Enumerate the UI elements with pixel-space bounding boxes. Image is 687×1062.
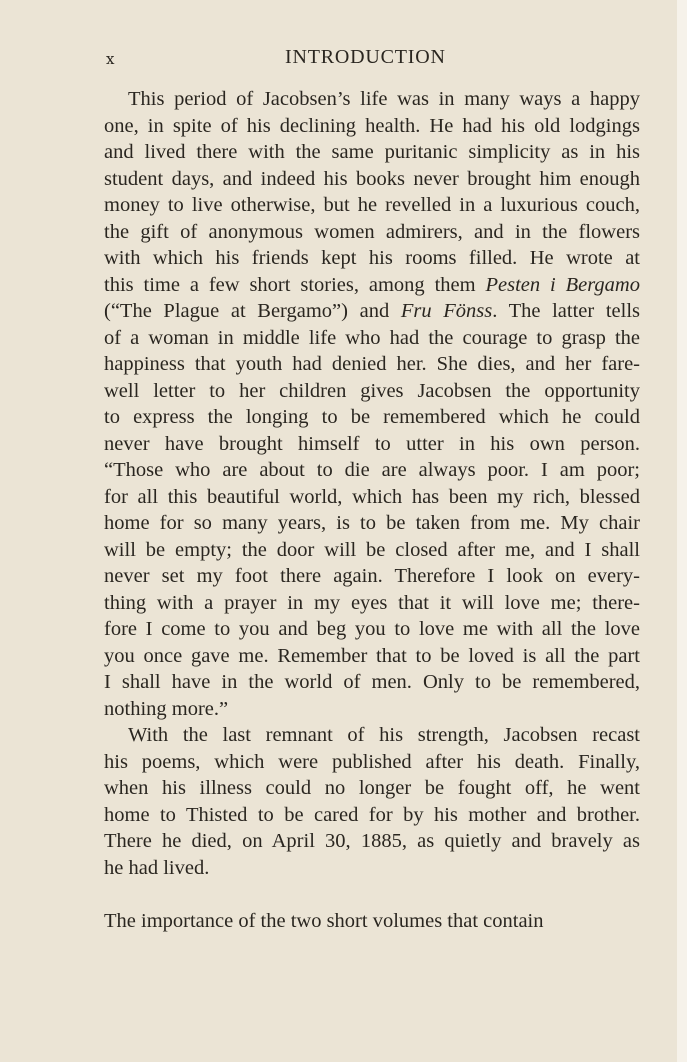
text-run: the gift of anonymous women admirers, and in the flowers: [104, 220, 640, 243]
text-line: [104, 802, 640, 829]
text-run: There he died, on April 30, 1885, as quietly and bravely as: [104, 830, 640, 852]
text-run: (“The Plague at Bergamo”) and: [104, 300, 401, 322]
text-run: home for so many years, is to be taken from me. My chair: [104, 512, 640, 534]
italic-title: Fru Fönss: [400, 300, 493, 322]
text-run: fore I come to you and beg you to love me with all the love: [104, 618, 640, 640]
running-head: [0, 46, 687, 72]
text-line: [104, 351, 640, 378]
text-run: his poems, which were published after his death. Finally,: [104, 750, 640, 773]
text-run: happiness that youth had denied her. She dies, and her fare-: [104, 353, 640, 375]
text-line: [104, 272, 640, 299]
text-line: [104, 431, 640, 458]
text-run: for all this beautiful world, which has been my rich, blessed: [104, 485, 640, 508]
text-line: [104, 590, 640, 617]
paragraph: [104, 86, 640, 722]
text-line: [104, 616, 640, 643]
text-line: [104, 828, 640, 855]
text-run: home to Thisted to be cared for by his mother and brother.: [104, 803, 640, 826]
text-run: I shall have in the world of men. Only to be remembered,: [104, 671, 640, 693]
page-number: x: [106, 50, 116, 68]
text-line: [104, 404, 640, 431]
text-run: of a woman in middle life who had the courage to grasp the: [104, 326, 640, 349]
paragraph: [104, 908, 640, 935]
body-text: [104, 86, 640, 934]
text-line: [104, 563, 640, 590]
text-run: never set my foot there again. Therefore I look on every-: [104, 565, 640, 587]
text-run: this time a few short stories, among them: [104, 273, 486, 296]
text-line: [104, 669, 640, 696]
text-line: [104, 537, 640, 564]
text-line: [104, 855, 640, 882]
text-run: he had lived.: [104, 856, 210, 879]
text-run: well letter to her children gives Jacobsen the opportunity: [104, 379, 640, 402]
text-run: nothing more.”: [104, 697, 229, 720]
text-run: and lived there with the same puritanic simplicity as in his: [104, 141, 640, 163]
page-edge: [677, 0, 687, 1062]
text-run: The importance of the two short volumes that contain: [104, 909, 544, 932]
text-run: “Those who are about to die are always poor. I am poor;: [104, 459, 640, 481]
text-line: [104, 775, 640, 802]
text-run: one, in spite of his declining health. He had his old lodgings: [104, 114, 640, 137]
text-run: when his illness could no longer be fought off, he went: [104, 777, 640, 799]
text-line: [104, 484, 640, 511]
text-line: [104, 245, 640, 272]
text-line: [104, 192, 640, 219]
text-line: [104, 139, 640, 166]
italic-title: Pesten i Bergamo: [485, 273, 640, 296]
text-run: This period of Jacobsen’s life was in many ways a happy: [128, 88, 640, 110]
text-run: student days, and indeed his books never brought him enough: [104, 167, 640, 190]
text-run: to express the longing to be remembered which he could: [104, 406, 640, 428]
text-line: [104, 749, 640, 776]
text-line: [104, 696, 640, 723]
text-line: [104, 86, 640, 113]
text-line: [104, 722, 640, 749]
text-line: [104, 457, 640, 484]
text-line: [104, 219, 640, 246]
text-line: [104, 510, 640, 537]
running-title: INTRODUCTION: [285, 46, 446, 68]
text-line: [104, 298, 640, 325]
text-run: will be empty; the door will be closed after me, and I shall: [104, 538, 640, 561]
text-run: with which his friends kept his rooms filled. He wrote at: [104, 247, 640, 269]
text-run: With the last remnant of his strength, Jacobsen recast: [128, 724, 640, 746]
text-line: [104, 166, 640, 193]
section-gap: [104, 881, 640, 908]
text-run: . The latter tells: [492, 300, 640, 322]
text-line: [104, 643, 640, 670]
text-run: money to live otherwise, but he revelled in a luxurious couch,: [104, 194, 640, 216]
text-line: [104, 908, 640, 935]
text-line: [104, 378, 640, 405]
text-run: thing with a prayer in my eyes that it will love me; there-: [104, 591, 640, 614]
text-line: [104, 113, 640, 140]
text-run: you once gave me. Remember that to be loved is all the part: [104, 644, 640, 667]
paragraph: [104, 722, 640, 881]
text-run: never have brought himself to utter in his own person.: [104, 432, 640, 455]
text-line: [104, 325, 640, 352]
